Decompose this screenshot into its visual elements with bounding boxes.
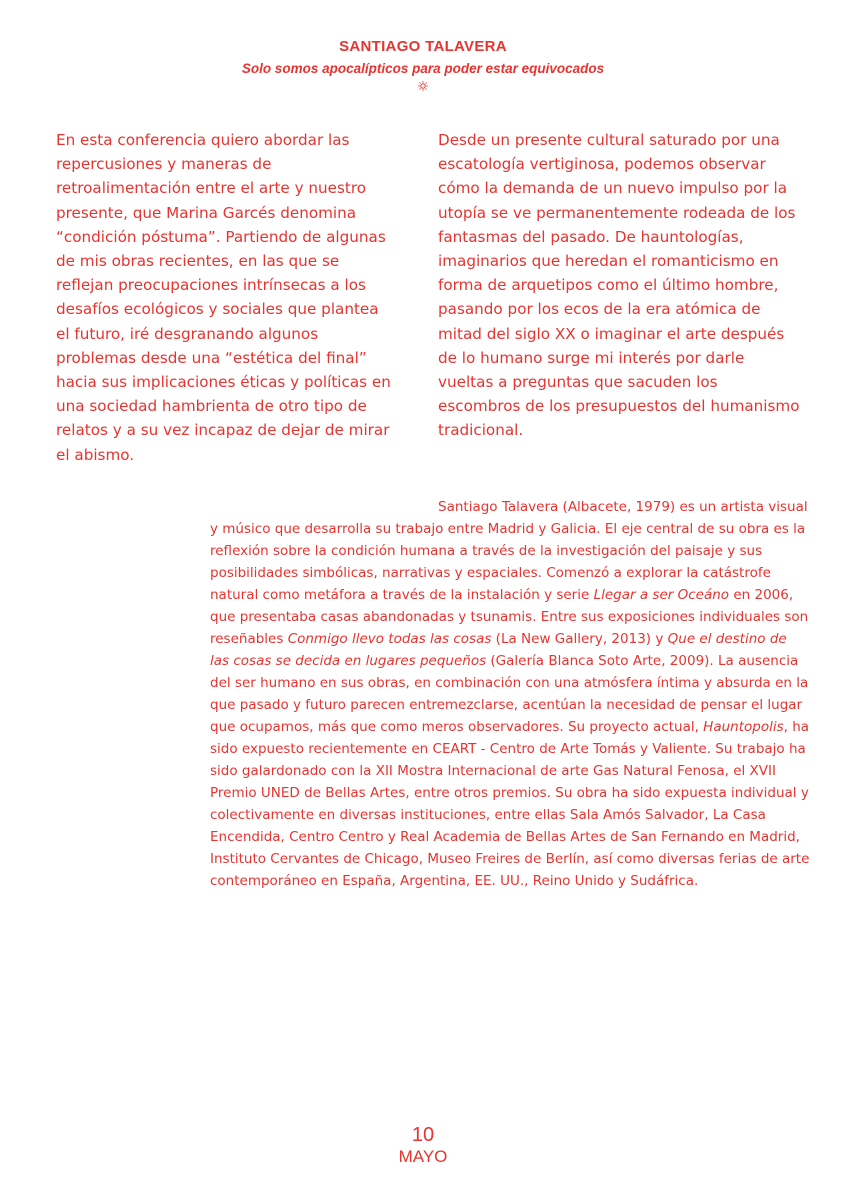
work-title-llegar-a-ser-oceano: Llegar a ser Oceáno [593, 587, 730, 603]
abstract-left-column [56, 128, 396, 467]
abstract-paragraph-right: Desde un presente cultural saturado por una escatología vertiginosa, podemos observar cómo la demanda de un nuevo impulso por la utopía se ve permanentemente rodeada de los fantasmas del pasado. De hauntologías, imaginarios que heredan el romanticismo en forma de arquetipos como el último hombre, pasando por los ecos de la era atómica de mitad del siglo XX o imaginar el arte después de lo humano surge mi interés por darle vueltas a preguntas que sacuden los escombros de los presupuestos del humanismo tradicional. [438, 131, 800, 440]
work-title-conmigo-llevo: Conmigo llevo todas las cosas [287, 631, 492, 647]
abstract-paragraph-left: En esta conferencia quiero abordar las repercusiones y maneras de retroalimentación entre el arte y nuestro presente, que Marina Garcés denomina “condición póstuma”. Partiendo de algunas de mis obras recientes, en las que se reflejan preocupaciones intrínsecas a los desafíos ecológicos y sociales que plantea el futuro, iré desgranando algunos problemas desde una “estética del final” hacia sus implicaciones éticas y políticas en una sociedad hambrienta de otro tipo de relatos y a su vez incapaz de dejar de mirar el abismo. [56, 131, 391, 464]
bio-text-2: en 2006, que presentaba casas abandonadas y tsunamis. Entre sus exposiciones individuales son reseñables [210, 587, 809, 647]
abstract-right-column [438, 128, 802, 443]
month-label: MAYO [398, 1147, 448, 1166]
bio-text-5: , ha sido expuesto recientemente en CEART - Centro de Arte Tomás y Valiente. Su trabajo ha sido galardonado con la XII Mostra Internacional de arte Gas Natural Fenosa, el XVII Premio UNED de Bellas Artes, entre otros premios. Su obra ha sido expuesta individual y colectivamente en diversas instituciones, entre ellas Sala Amós Salvador, La Casa Encendida, Centro Centro y Real Academia de Bellas Artes de San Fernando en Madrid, Instituto Cervantes de Chicago, Museo Freires de Berlín, así como diversas ferias de arte contemporáneo en España, Argentina, EE. UU., Reino Unido y Sudáfrica. [210, 719, 810, 889]
work-title-hauntopolis: Hauntopolis [703, 719, 784, 735]
author-name: SANTIAGO TALAVERA [339, 38, 507, 55]
sun-ornament-icon [418, 81, 428, 91]
bio-text-4: (Galería Blanca Soto Arte, 2009). La ausencia del ser humano en sus obras, en combinación con una atmósfera íntima y absurda en la que pasado y futuro parecen entremezclarse, acentúan la necesidad de pensar el lugar que ocupamos, más que como meros observadores. Su proyecto actual, [210, 653, 809, 735]
bio-text-1: Santiago Talavera (Albacete, 1979) es un artista visual y músico que desarrolla su trabajo entre Madrid y Galicia. El eje central de su obra es la reflexión sobre la condición humana a través de la investigación del paisaje y sus posibilidades simbólicas, narrativas y espaciales. Comenzó a explorar la catástrofe natural como metáfora a través de la instalación y serie [210, 499, 808, 603]
bio-text-3: (La New Gallery, 2013) y [491, 631, 668, 647]
page-header [0, 36, 846, 91]
biography-paragraph [210, 496, 810, 892]
talk-title: Solo somos apocalípticos para poder estar equivocados [241, 61, 605, 76]
page-footer [0, 1124, 846, 1168]
page-number: 10 [411, 1124, 435, 1146]
artist-biography [210, 496, 810, 892]
work-title-que-el-destino: Que el destino de las cosas se decida en lugares pequeños [210, 631, 787, 669]
